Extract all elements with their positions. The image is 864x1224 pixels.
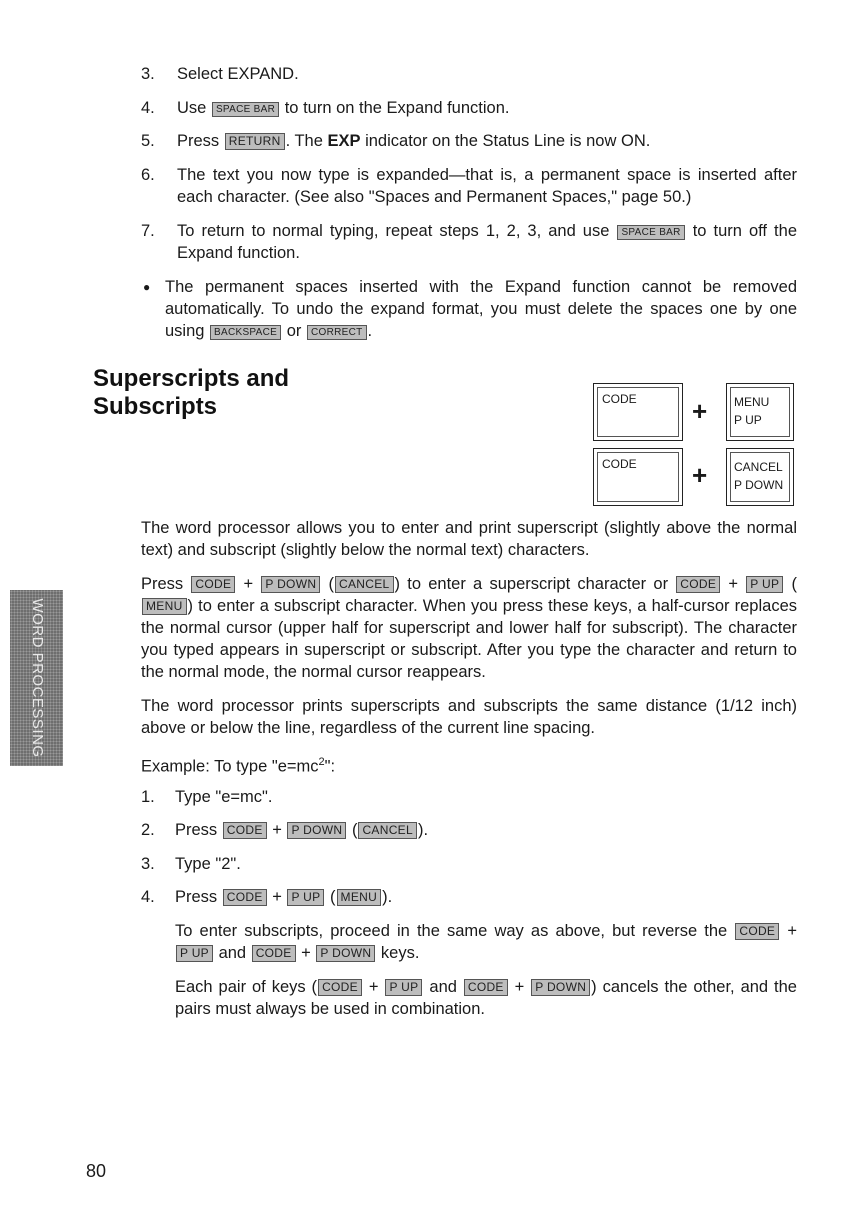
step-number: 6. [141,166,155,184]
side-tab-label: WORD PROCESSING [28,598,46,758]
section-heading: Superscripts and Subscripts [93,365,290,420]
step-text: Type "e=mc". [175,788,273,806]
code-key: CODE [252,945,296,962]
step-text: Press CODE + P UP ( MENU ). [175,888,393,906]
cancel-key: CANCEL [335,576,393,593]
step-number: 3. [141,855,155,873]
p-up-key: P UP [176,945,213,962]
return-key: RETURN [225,133,285,150]
p-down-key: P DOWN [531,979,590,996]
bullet-icon: ● [143,280,151,294]
example-line: Example: To type "$e=mc^2$": [141,756,336,776]
p-up-key: P UP [287,889,324,906]
step-text: Select EXPAND. [177,65,299,83]
step-text: Type "2". [175,855,241,873]
step-text: The text you now type is expanded—that is, a permanent space is inserted after each character. (See also "Spaces and Permanent Spaces," page 50.) [177,166,797,206]
code-key-box: CODE [593,383,683,441]
correct-key: CORRECT [307,325,367,340]
bullet-text: The permanent spaces inserted with the Expand function cannot be removed automatically. To undo the expand format, you must delete the spaces one by one using BACKSPACE or CORRECT . [165,278,797,340]
intro-paragraph: The word processor allows you to enter and print superscript (slightly above the normal text) and subscript (slightly below the normal text) characters. [141,519,797,559]
space-bar-key: SPACE BAR [212,102,279,117]
code-key: CODE [223,889,267,906]
step-number: 1. [141,788,155,806]
instructions-paragraph: Press CODE + P DOWN ( CANCEL ) to enter a superscript character or CODE + P UP (MENU ) to enter a subscript character. When you press these keys, a half-cursor replaces the normal cursor (upper half for superscript and lower half for subscript). The character you typed appears in superscript or subscript. After you type the character and return to the normal mode, the normal cursor reappears. [141,575,797,681]
plus-sign: + [692,396,708,426]
cancel-key: CANCEL [358,822,416,839]
p-up-key: P UP [385,979,422,996]
code-key: CODE [464,979,508,996]
distance-paragraph: The word processor prints superscripts and subscripts the same distance (1/12 inch) above or below the line, regardless of the current line spacing. [141,697,797,737]
code-key-box: CODE [593,448,683,506]
page-number: 80 [86,1161,107,1181]
key-pairs-note: Each pair of keys ( CODE + P UP and CODE + P DOWN ) cancels the other, and the pairs must always be used in combination. [175,978,797,1018]
side-tab [10,590,63,766]
step-text: Press RETURN . The EXP indicator on the Status Line is now ON. [177,132,651,150]
menu-key: MENU [337,889,382,906]
step-number: 4. [141,888,155,906]
p-down-key: P DOWN [287,822,346,839]
step-number: 5. [141,132,155,150]
step-text: Use SPACE BAR to turn on the Expand function. [177,99,510,117]
step-number: 2. [141,821,155,839]
p-up-key: P UP [746,576,783,593]
subscript-note: To enter subscripts, proceed in the same way as above, but reverse the CODE + P UP and CODE + P DOWN keys. [175,922,797,962]
code-key: CODE [676,576,720,593]
cancel-pdown-key-box: CANCEL P DOWN [726,448,794,506]
p-down-key: P DOWN [261,576,320,593]
menu-pup-key-box: MENU P UP [726,383,794,441]
step-number: 7. [141,222,155,240]
step-text: To return to normal typing, repeat steps 1, 2, 3, and use SPACE BAR to turn off the Expand function. [177,222,797,262]
plus-sign: + [692,460,708,490]
step-number: 4. [141,99,155,117]
code-key: CODE [318,979,362,996]
step-number: 3. [141,65,155,83]
step-text: Press CODE + P DOWN ( CANCEL ). [175,821,429,839]
code-key: CODE [223,822,267,839]
p-down-key: P DOWN [316,945,375,962]
menu-key: MENU [142,598,187,615]
backspace-key: BACKSPACE [210,325,281,340]
space-bar-key: SPACE BAR [617,225,684,240]
code-key: CODE [735,923,779,940]
code-key: CODE [191,576,235,593]
